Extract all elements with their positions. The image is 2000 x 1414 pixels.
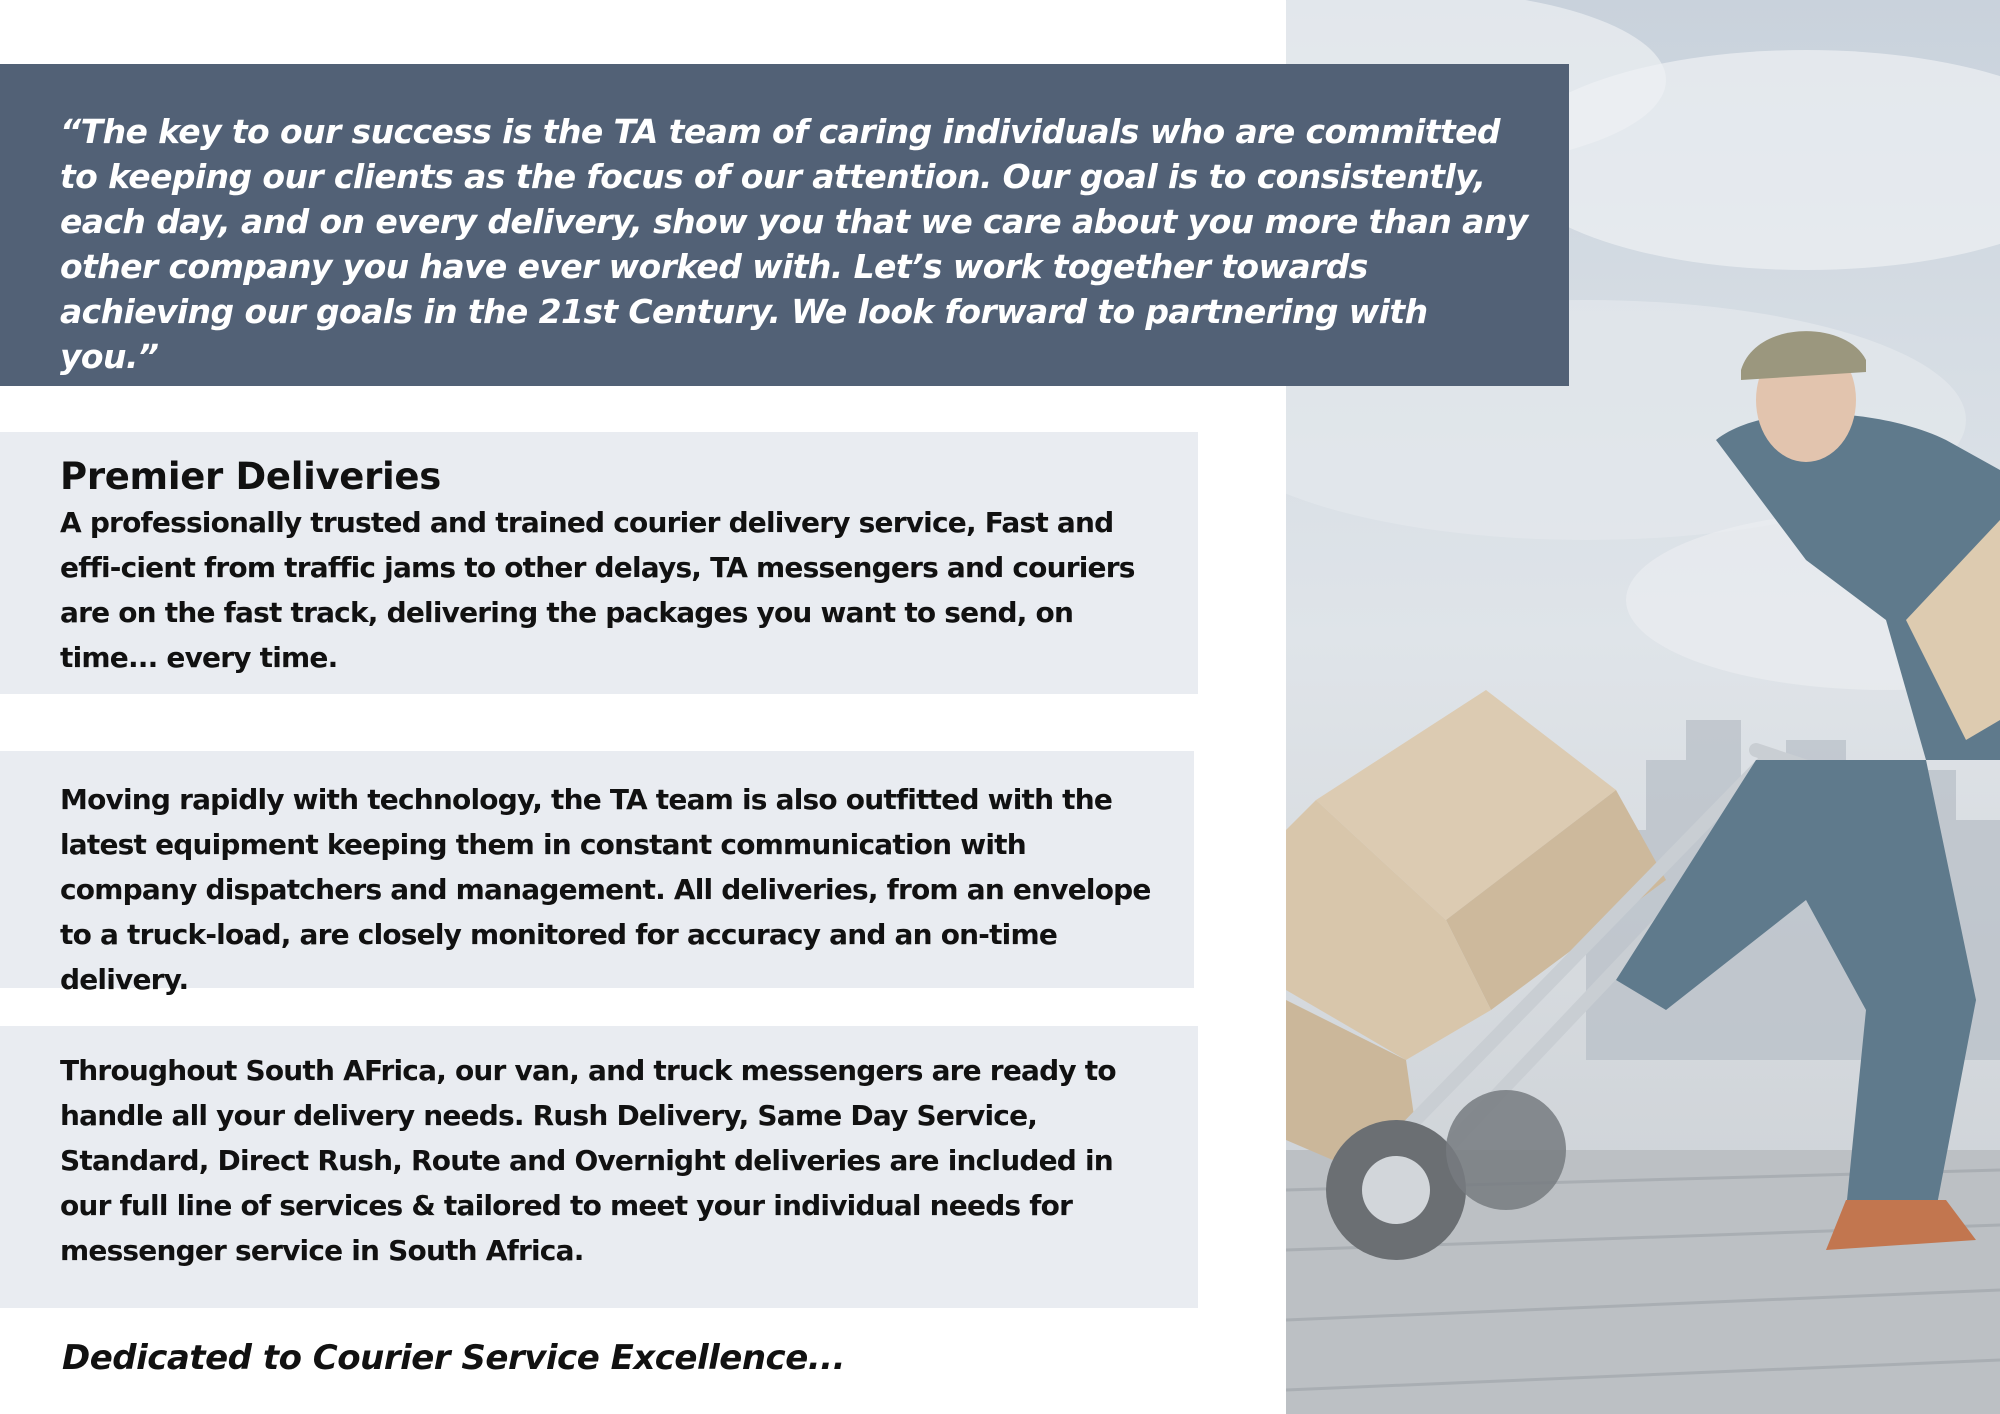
premier-deliveries-text: A professionally trusted and trained courier delivery service, Fast and effi-cient from traffic jams to other delays, TA messengers and couriers are on the fast track, delivering the packages you want to send, on time... every time. (60, 506, 1135, 674)
tagline: Dedicated to Courier Service Excellence... (62, 1338, 845, 1378)
technology-panel (0, 751, 1194, 996)
premier-deliveries-heading: Premier Deliveries (60, 455, 441, 498)
quote-banner (0, 64, 1569, 386)
premier-deliveries-panel (0, 432, 1198, 694)
services-panel (0, 1026, 1198, 1308)
quote-text: “The key to our success is the TA team of caring individuals who are committed to keeping our clients as the focus of our attention. Our goal is to consistently, each day, and on every delivery, show you that we care about you more than any other company you have ever worked with. Let’s work together towards achieving our goals in the 21st Century. We look forward to partnering with you.” (60, 112, 1528, 376)
services-text: Throughout South AFrica, our van, and truck messengers are ready to handle all your delivery needs. Rush Delivery, Same Day Service, Standard, Direct Rush, Route and Overnight deliveries are included in our full line of services & tailored to meet your individual needs for messenger service in South Africa. (60, 1054, 1116, 1267)
technology-text: Moving rapidly with technology, the TA team is also outfitted with the latest equipment keeping them in constant communication with company dispatchers and management. All deliveries, from an envelope to a truck-load, are closely monitored for accuracy and an on-time delivery. (60, 783, 1151, 996)
